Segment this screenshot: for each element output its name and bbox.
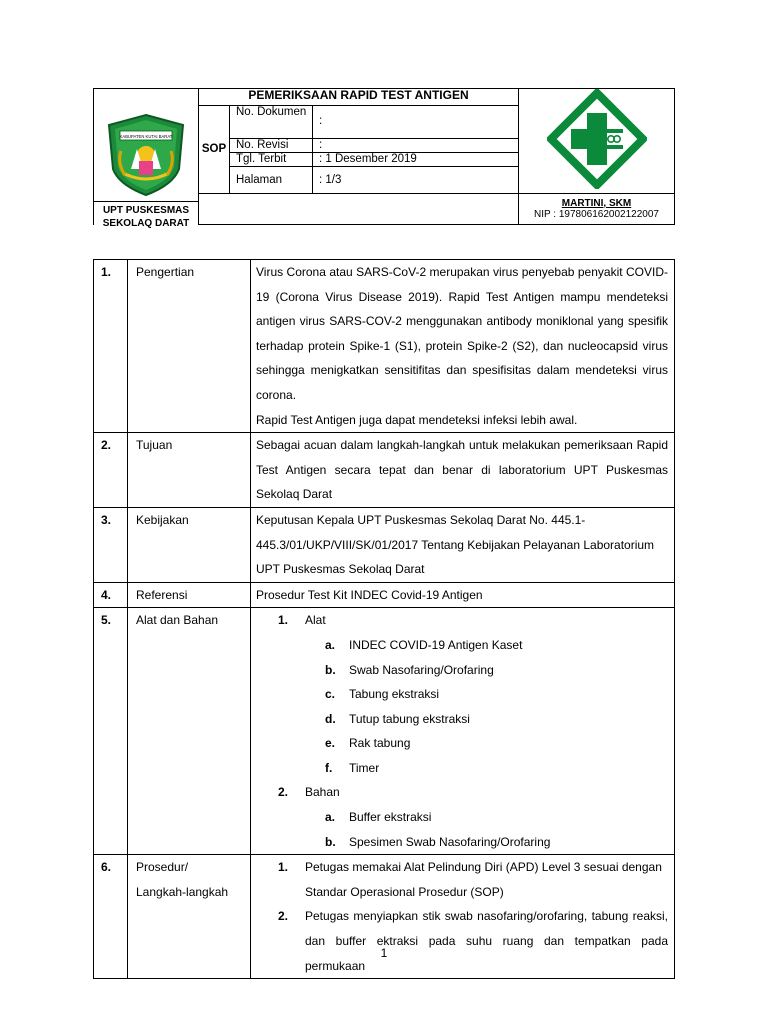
- list-item: [256, 830, 668, 855]
- pengertian-text-2: Rapid Test Antigen juga dapat mendeteksi infeksi lebih awal.: [256, 412, 578, 427]
- section-title: Pengertian: [128, 260, 251, 433]
- meta-label-tgl-terbit: Tgl. Terbit: [230, 153, 313, 167]
- kabupaten-kutai-barat-logo: [103, 111, 189, 199]
- pengertian-text: Virus Corona atau SARS-CoV-2 merupakan virus penyebab penyakit COVID-19 (Corona Virus Disease 2019). Rapid Test Antigen mampu mendeteksi antigen virus SARS-COV-2 menggunakan antibody moniklonal yang spesifik terhadap protein Spike-1 (S1), protein Spike-2 (S2), dan nucleocapsid virus sehingga menigkatkan sensitifitas dan spesifisitas dalam mendeteksi virus corona.: [256, 265, 668, 402]
- section-number: 6.: [94, 855, 128, 979]
- section-number: 3.: [94, 507, 128, 582]
- list-letter: b.: [325, 834, 336, 849]
- section-row-tujuan: [94, 433, 675, 508]
- organization-name: [94, 201, 198, 233]
- sop-content-table: [93, 259, 675, 979]
- list-letter: a.: [325, 810, 336, 825]
- meta-value-halaman: : 1/3: [313, 167, 519, 194]
- document-title: PEMERIKSAAN RAPID TEST ANTIGEN: [199, 89, 519, 106]
- list-item: [256, 780, 668, 805]
- section-body: [251, 608, 675, 855]
- page-number: 1: [380, 946, 388, 960]
- section-row-pengertian: [94, 260, 675, 433]
- puskesmas-logo: [547, 89, 647, 189]
- tujuan-text: Sebagai acuan dalam langkah-langkah untuk melakukan pemeriksaan Rapid Test Antigen secara tepat dan benar di laboratorium UPT Puskesmas Sekolaq Darat: [256, 438, 668, 502]
- list-text: Tabung ekstraksi: [349, 687, 440, 702]
- list-text: Petugas menyiapkan stik swab nasofaring/orofaring, tabung reaksi, dan buffer ektraksi pada suhu ruang dan tempatkan pada permukaan: [305, 909, 668, 973]
- list-number: 2.: [278, 909, 289, 924]
- list-text: Swab Nasofaring/Orofaring: [349, 662, 494, 677]
- list-number: 2.: [278, 785, 289, 800]
- referensi-text: Prosedur Test Kit INDEC Covid-19 Antigen: [256, 587, 483, 602]
- list-number: 1.: [278, 613, 289, 628]
- section-title: Alat dan Bahan: [128, 608, 251, 855]
- list-item: [256, 756, 668, 781]
- logo-right-cell: [519, 89, 675, 194]
- signer-name: MARTINI, SKM: [561, 197, 632, 209]
- meta-value-tgl-terbit: : 1 Desember 2019: [313, 153, 519, 167]
- section-title: Kebijakan: [128, 507, 251, 582]
- empty-footer-cell: [199, 194, 519, 225]
- sop-label: SOP: [199, 106, 230, 194]
- section-body: [251, 582, 675, 608]
- list-item: [256, 904, 668, 978]
- list-text: Timer: [349, 760, 380, 775]
- list-letter: e.: [325, 736, 336, 751]
- list-item: [256, 855, 668, 904]
- section-number: 4.: [94, 582, 128, 608]
- list-item: [256, 633, 668, 658]
- list-text: Tutup tabung ekstraksi: [349, 711, 470, 726]
- section-number: 5.: [94, 608, 128, 855]
- section-body: [251, 855, 675, 979]
- section-title: Referensi: [128, 582, 251, 608]
- list-item: [256, 608, 668, 633]
- list-item: [256, 682, 668, 707]
- section-title: Prosedur/ Langkah-langkah: [128, 855, 251, 979]
- signer-nip: NIP : 197806162002122007: [534, 209, 659, 221]
- list-text: Spesimen Swab Nasofaring/Orofaring: [349, 834, 551, 849]
- section-row-referensi: [94, 582, 675, 608]
- list-text: INDEC COVID-19 Antigen Kaset: [349, 637, 523, 652]
- meta-label-halaman: Halaman: [230, 167, 313, 194]
- list-text: Alat: [305, 613, 326, 628]
- list-text: Petugas memakai Alat Pelindung Diri (APD) Level 3 sesuai dengan Standar Operasional Prosedur (SOP): [305, 860, 662, 899]
- kebijakan-text: Keputusan Kepala UPT Puskesmas Sekolaq Darat No. 445.1-445.3/01/UKP/VIII/SK/01/2017 Tentang Kebijakan Pelayanan Laboratorium UPT Puskesmas Sekolaq Darat: [256, 512, 655, 577]
- section-row-prosedur: [94, 855, 675, 979]
- meta-value-no-revisi: :: [313, 138, 519, 152]
- signer-block: [519, 194, 675, 225]
- list-number: 1.: [278, 860, 289, 875]
- section-body: [251, 260, 675, 433]
- section-number: 1.: [94, 260, 128, 433]
- section-row-alat-bahan: [94, 608, 675, 855]
- list-item: [256, 731, 668, 756]
- list-text: Rak tabung: [349, 736, 411, 751]
- org-line-1: UPT PUSKESMAS: [102, 205, 190, 216]
- list-item: [256, 707, 668, 732]
- list-text: Buffer ekstraksi: [349, 810, 432, 825]
- list-letter: d.: [325, 711, 336, 726]
- section-row-kebijakan: [94, 507, 675, 582]
- meta-label-no-revisi: No. Revisi: [230, 138, 313, 152]
- meta-value-no-dokumen: :: [313, 106, 519, 139]
- org-line-2: SEKOLAQ DARAT: [102, 217, 190, 229]
- list-text: Bahan: [305, 785, 340, 800]
- meta-label-no-dokumen: No. Dokumen: [230, 106, 313, 139]
- list-item: [256, 805, 668, 830]
- section-number: 2.: [94, 433, 128, 508]
- logo-caption: KABUPATEN KUTAI BARAT: [119, 133, 173, 139]
- list-letter: f.: [325, 760, 333, 775]
- list-item: [256, 658, 668, 683]
- list-letter: c.: [325, 687, 336, 702]
- list-letter: a.: [325, 637, 336, 652]
- section-body: [251, 433, 675, 508]
- section-title: Tujuan: [128, 433, 251, 508]
- section-body: [251, 507, 675, 582]
- list-letter: b.: [325, 662, 336, 677]
